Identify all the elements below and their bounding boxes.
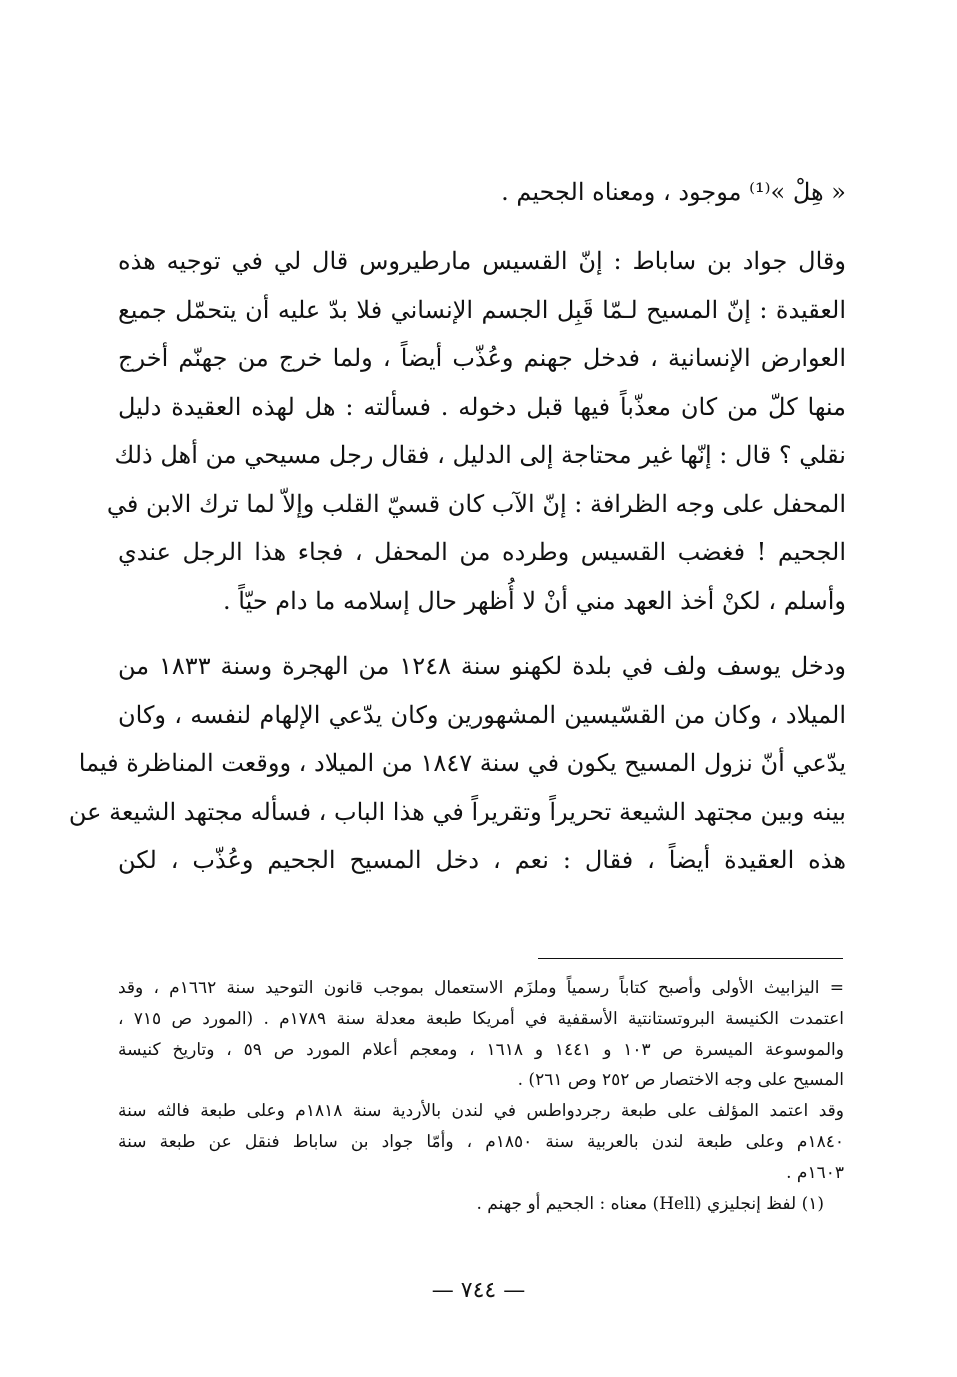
paragraph-3 (68, 642, 846, 885)
footnote-line: = اليزابيث الأولى وأصبح كتاباً رسمياً وملزَم الاستعمال بموجب قانون التوحيد سنة ١٦٦٢م ، وقد (118, 978, 844, 998)
paragraph-1 (118, 168, 846, 217)
footnote-line: والموسوعة الميسرة ص ١٠٣ و ١٤٤١ و ١٦١٨ ، ومعجم أعلام المورد ص ٥٩ ، وتاريخ كنيسة (118, 1039, 844, 1060)
text-line: العقيدة : إنّ المسيح لـمّا قَبِل الجسم الإنساني فلا بدّ عليه أن يتحمّل جميع (118, 295, 846, 324)
text-line: العوارض الإنسانية ، فدخل جهنم وعُذّب أيضاً ، ولما خرج من جهنّم أخرج (118, 344, 846, 372)
footnotes (118, 973, 844, 1219)
text-line: يدّعي أنّ نزول المسيح يكون في سنة ١٨٤٧ من الميلاد ، ووقعت المناظرة فيما (78, 749, 846, 777)
text-line: ودخل يوسف ولف في بلدة لكهنو سنة ١٢٤٨ من الهجرة وسنة ١٨٣٣ من (118, 652, 846, 680)
paragraph-2 (106, 237, 846, 625)
text-line: الجحيم ! فغضب القسيس وطرده من المحفل ، فجاء هذا الرجل عندي (118, 538, 846, 566)
text-line: هذه العقيدة أيضاً ، فقال : نعم ، دخل المسيح الجحيم وعُذّب ، لكن (118, 846, 846, 874)
text-line: الميلاد ، وكان من القسّيسين المشهورين وكان يدّعي الإلهام لنفسه ، وكان (118, 700, 846, 729)
text-line: المحفل على وجه الظرافة : إنّ الآب كان قسيّ القلب وإلاّ لما ترك الابن في (106, 489, 846, 518)
text-line: نقلي ؟ قال : إنّها غير محتاجة إلى الدليل ، فقال رجل مسيحي من أهل ذلك (114, 441, 846, 469)
footnote-line: المسيح على وجه الاختصار ص ٢٥٢ وص ٢٦١) . (517, 1070, 844, 1091)
footnote-line: ١٨٤٠م وعلى طبعة لندن بالعربية سنة ١٨٥٠م ، وأمّا جواد بن ساباط فنقل عن طبعة سنة (118, 1131, 844, 1152)
text-line: وقال جواد بن ساباط : إنّ القسيس مارطيروس قال لي في توجيه هذه (118, 247, 846, 275)
footnote-line: اعتمدت الكنيسة البروتستانتية الأسقفية في أمريكا طبعة معدلة سنة ١٧٨٩م . (المورد ص ٧١٥ ، (118, 1008, 845, 1029)
footnote-separator (538, 958, 843, 959)
footnote-line: وقد اعتمد المؤلف على طبعة رجردواطس في لندن بالأردية سنة ١٨١٨م وعلى طبعة فالثه سنة (118, 1101, 844, 1122)
footnote-line: ١٦٠٣م . (786, 1162, 844, 1183)
footnote-1: (١) لفظ إنجليزي (Hell) معناه : الجحيم أو جهنم . (476, 1193, 824, 1214)
page-number: — ٧٤٤ — (431, 1278, 526, 1303)
text-line: « هِلْ »⁽¹⁾ موجود ، ومعناه الجحيم . (501, 178, 846, 206)
text-line: منها كلّ من كان معذّباً فيها قبل دخوله . فسألته : هل لهذه العقيدة دليل (118, 392, 846, 421)
text-line: وأسلم ، لكنْ أخذ العهد مني أنْ لا أُظهر حال إسلامه ما دام حيّاً . (223, 586, 846, 615)
text-line: بينه وبين مجتهد الشيعة تحريراً وتقريراً في هذا الباب ، فسأله مجتهد الشيعة عن (68, 797, 846, 826)
